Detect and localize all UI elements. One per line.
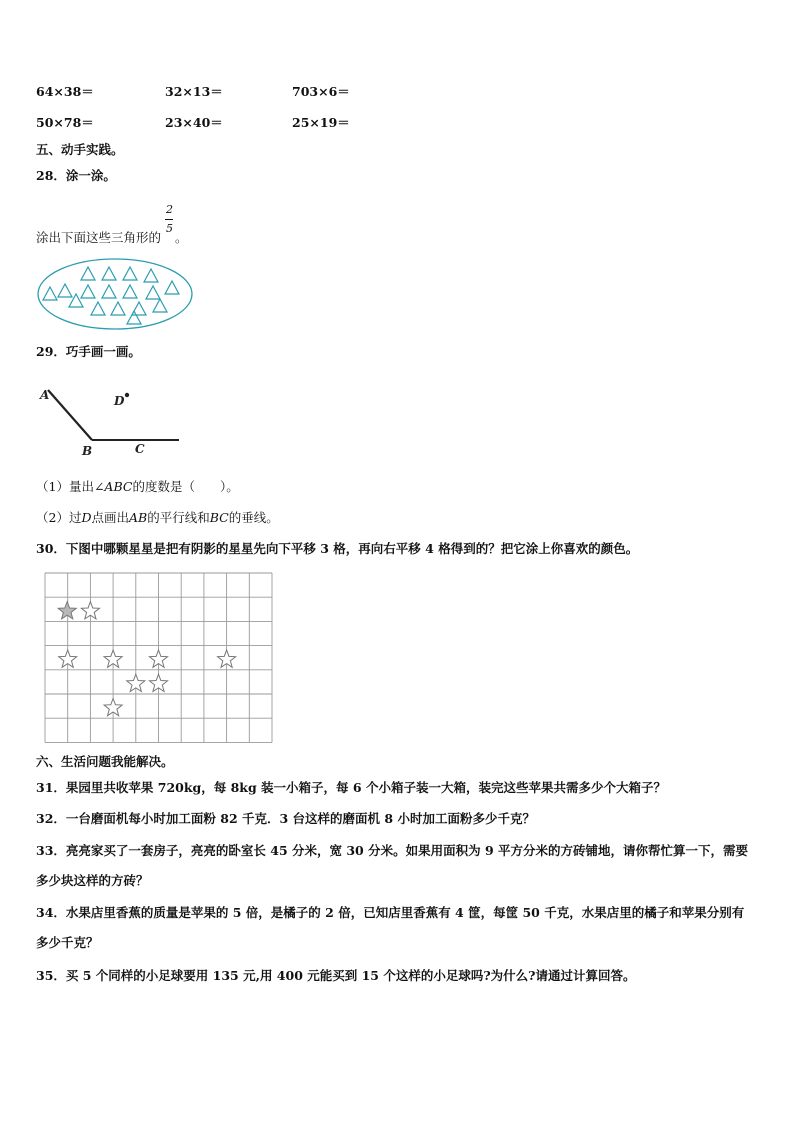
calc-6: 25×19＝ [292,115,350,130]
triangle-icon [111,302,125,315]
triangle-icon [102,285,116,298]
triangle-icon [144,269,158,282]
q29-sub2-point: D [81,510,92,525]
label-b: B [82,444,93,458]
problem-34: 34．水果店里香蕉的质量是苹果的 5 倍，是橘子的 2 倍，已知店里香蕉有 4 筐，每筐 50 千克，水果店里的橘子和苹果分别有多少千克？ [36,905,745,950]
triangle-icon [81,267,95,280]
ray-ba [48,390,92,440]
triangle-icon [123,267,137,280]
q29-sub2-suffix: 的垂线。 [228,510,279,525]
q28-fraction [165,203,175,242]
q29-sub2-ab: AB [129,510,148,525]
triangle-icon [123,285,137,298]
problem-33: 33．亮亮家买了一套房子，亮亮的卧室长 45 分米，宽 30 分米。如果用面积为 9 平方分米的方砖铺地，请你帮忙算一下，需要多少块这样的方砖？ [36,843,748,888]
q28-fraction-denominator: 5 [166,222,173,235]
section-5-title: 五、动手实践。 [36,142,124,157]
point-d [125,393,129,397]
triangle-icon [81,285,95,298]
triangle-icon [146,286,160,299]
triangle-icon [127,311,141,324]
q29-sub1 [36,479,239,495]
triangle-icon [58,284,72,297]
q28-fraction-numerator: 2 [166,203,173,216]
calc-3: 703×6＝ [292,84,350,99]
triangle-ellipse-figure [36,258,196,332]
q29-sub2 [36,510,279,526]
label-a: A [40,388,50,402]
calc-1: 64×38＝ [36,84,94,99]
shaded-star-icon [58,602,76,619]
triangle-icon [43,287,57,300]
q28-prompt [36,203,188,246]
q29-sub2-bc: BC [209,510,229,525]
q28-title: 28．涂一涂。 [36,168,116,183]
problem-35: 35．买 5 个同样的小足球要用 135 元,用 400 元能买到 15 个这样的小足球吗?为什么?请通过计算回答。 [36,968,636,983]
q29-sub1-prefix: （1）量出 [36,479,94,494]
q28-fraction-bar [165,219,173,220]
problem-32: 32．一台磨面机每小时加工面粉 82 千克．3 台这样的磨面机 8 小时加工面粉多少千克？ [36,811,535,826]
label-c: C [135,442,145,456]
q29-sub2-mid2: 的平行线和 [147,510,210,525]
q28-prompt-text: 涂出下面这些三角形的 [36,230,162,245]
triangle-icon [153,299,167,312]
problem-31: 31．果园里共收苹果 720kg，每 8kg 装一小箱子，每 6 个小箱子装一大箱，装完这些苹果共需多少个大箱子？ [36,780,666,795]
q29-title: 29．巧手画一画。 [36,344,141,359]
section-6-title: 六、生活问题我能解决。 [36,754,174,769]
label-d: D [114,394,125,408]
calc-2: 32×13＝ [165,84,223,99]
q30-title: 30．下图中哪颗星星是把有阴影的星星先向下平移 3 格，再向右平移 4 格得到的？把它涂上你喜欢的颜色。 [36,541,639,556]
q28-prompt-end: 。 [175,230,188,245]
triangle-icon [91,302,105,315]
q29-sub2-prefix: （2）过 [36,510,82,525]
triangle-icon [165,281,179,294]
star-grid [44,572,272,744]
angle-figure [36,380,186,456]
q29-sub1-angle: ∠ABC [93,479,133,494]
calc-4: 50×78＝ [36,115,94,130]
triangle-icon [102,267,116,280]
calc-5: 23×40＝ [165,115,223,130]
q29-sub2-mid1: 点画出 [91,510,129,525]
q29-sub1-suffix: 的度数是（ ）。 [132,479,239,494]
triangle-icon [132,302,146,315]
